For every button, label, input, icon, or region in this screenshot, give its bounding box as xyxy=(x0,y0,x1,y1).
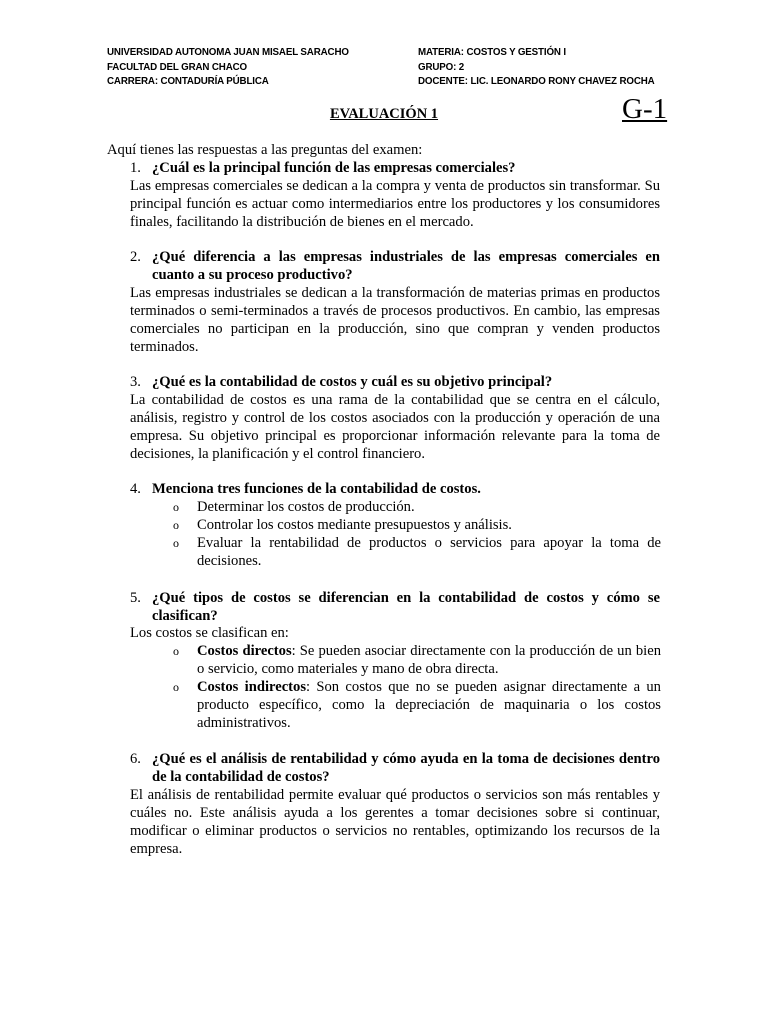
question-number: 1. xyxy=(130,160,141,176)
question-number: 2. xyxy=(130,249,141,265)
answer-2: Las empresas industriales se dedican a la transformación de materias primas en productos terminados o semi-terminados a través de procesos productivos. En cambio, las empresas comerciales no participan en la producción, sino que compran y venden productos terminados. xyxy=(130,285,660,356)
header-faculty: FACULTAD DEL GRAN CHACO xyxy=(107,60,248,73)
question-4 xyxy=(130,480,660,498)
question-number: 6. xyxy=(130,751,141,767)
group-code: G-1 xyxy=(622,93,668,125)
document-title: EVALUACIÓN 1 xyxy=(329,106,439,122)
header-course xyxy=(418,45,655,89)
function-text: Controlar los costos mediante presupuestos y análisis. xyxy=(197,517,512,533)
header-subject: MATERIA: COSTOS Y GESTIÓN I xyxy=(418,46,566,58)
function-item xyxy=(173,534,661,570)
question-text: ¿Qué es el análisis de rentabilidad y cómo ayuda en la toma de decisiones dentro de la contabilidad de costos? xyxy=(152,751,660,786)
cost-type-item xyxy=(173,678,661,732)
question-text: ¿Qué es la contabilidad de costos y cuál es su objetivo principal? xyxy=(152,374,553,390)
header-university: UNIVERSIDAD AUTONOMA JUAN MISAEL SARACHO xyxy=(107,46,349,58)
answer-3: La contabilidad de costos es una rama de la contabilidad que se centra en el cálculo, análisis, registro y control de los costos asociados con la producción y operación de una empresa. Su objetivo principal es proporcionar información relevante para la toma de decisiones, la planificación y el control financiero. xyxy=(130,392,660,463)
question-text: Menciona tres funciones de la contabilidad de costos. xyxy=(152,481,481,497)
bullet-icon: o xyxy=(173,680,179,694)
bullet-icon: o xyxy=(173,518,179,532)
bullet-icon: o xyxy=(173,500,179,514)
intro-text: Aquí tienes las respuestas a las preguntas del examen: xyxy=(107,142,423,158)
question-number: 4. xyxy=(130,481,141,497)
function-text: Determinar los costos de producción. xyxy=(197,499,415,515)
bullet-icon: o xyxy=(173,644,179,658)
header-teacher: DOCENTE: LIC. LEONARDO RONY CHAVEZ ROCHA xyxy=(418,75,655,87)
cost-type-text xyxy=(197,642,661,678)
function-item xyxy=(173,498,661,516)
cost-type-description: : Se pueden asociar directamente con la producción de un bien o servicio, como materiales y mano de obra directa. xyxy=(197,643,661,678)
question-number: 5. xyxy=(130,590,141,606)
question-2 xyxy=(130,248,660,284)
question-5 xyxy=(130,589,660,625)
function-text: Evaluar la rentabilidad de productos o servicios para apoyar la toma de decisiones. xyxy=(197,535,661,570)
function-item xyxy=(173,516,661,534)
bullet-icon: o xyxy=(173,536,179,550)
question-text: ¿Cuál es la principal función de las empresas comerciales? xyxy=(152,160,516,176)
answer-1: Las empresas comerciales se dedican a la compra y venta de productos sin transformar. Su principal función es actuar como intermediarios entre los productores y los consumidores finales, facilitando la distribución de bienes en el mercado. xyxy=(130,178,660,231)
cost-type-text xyxy=(197,678,661,732)
cost-type-item xyxy=(173,642,661,678)
answer-6: El análisis de rentabilidad permite evaluar qué productos o servicios son más rentables y cuáles no. Este análisis ayuda a los gerentes a tomar decisiones sobre si continuar, modificar o eliminar productos o servicios no rentables, optimizando los recursos de la empresa. xyxy=(130,787,660,858)
question-3 xyxy=(130,373,660,391)
cost-type-term: Costos directos xyxy=(197,643,292,659)
question-number: 3. xyxy=(130,374,141,390)
header-institution xyxy=(107,45,349,89)
question-text: ¿Qué diferencia a las empresas industriales de las empresas comerciales en cuanto a su proceso productivo? xyxy=(152,249,660,284)
cost-type-description: : Son costos que no se pueden asignar directamente a un producto específico, como la depreciación de maquinaria o los costos administrativos. xyxy=(197,679,661,732)
question-1 xyxy=(130,159,660,177)
header-group: GRUPO: 2 xyxy=(418,60,465,73)
header-career: CARRERA: CONTADURÍA PÚBLICA xyxy=(107,75,269,87)
cost-type-term: Costos indirectos xyxy=(197,679,307,695)
answer-5-intro: Los costos se clasifican en: xyxy=(130,625,289,641)
question-6 xyxy=(130,750,660,786)
question-text: ¿Qué tipos de costos se diferencian en la contabilidad de costos y cómo se clasifican? xyxy=(152,590,660,625)
